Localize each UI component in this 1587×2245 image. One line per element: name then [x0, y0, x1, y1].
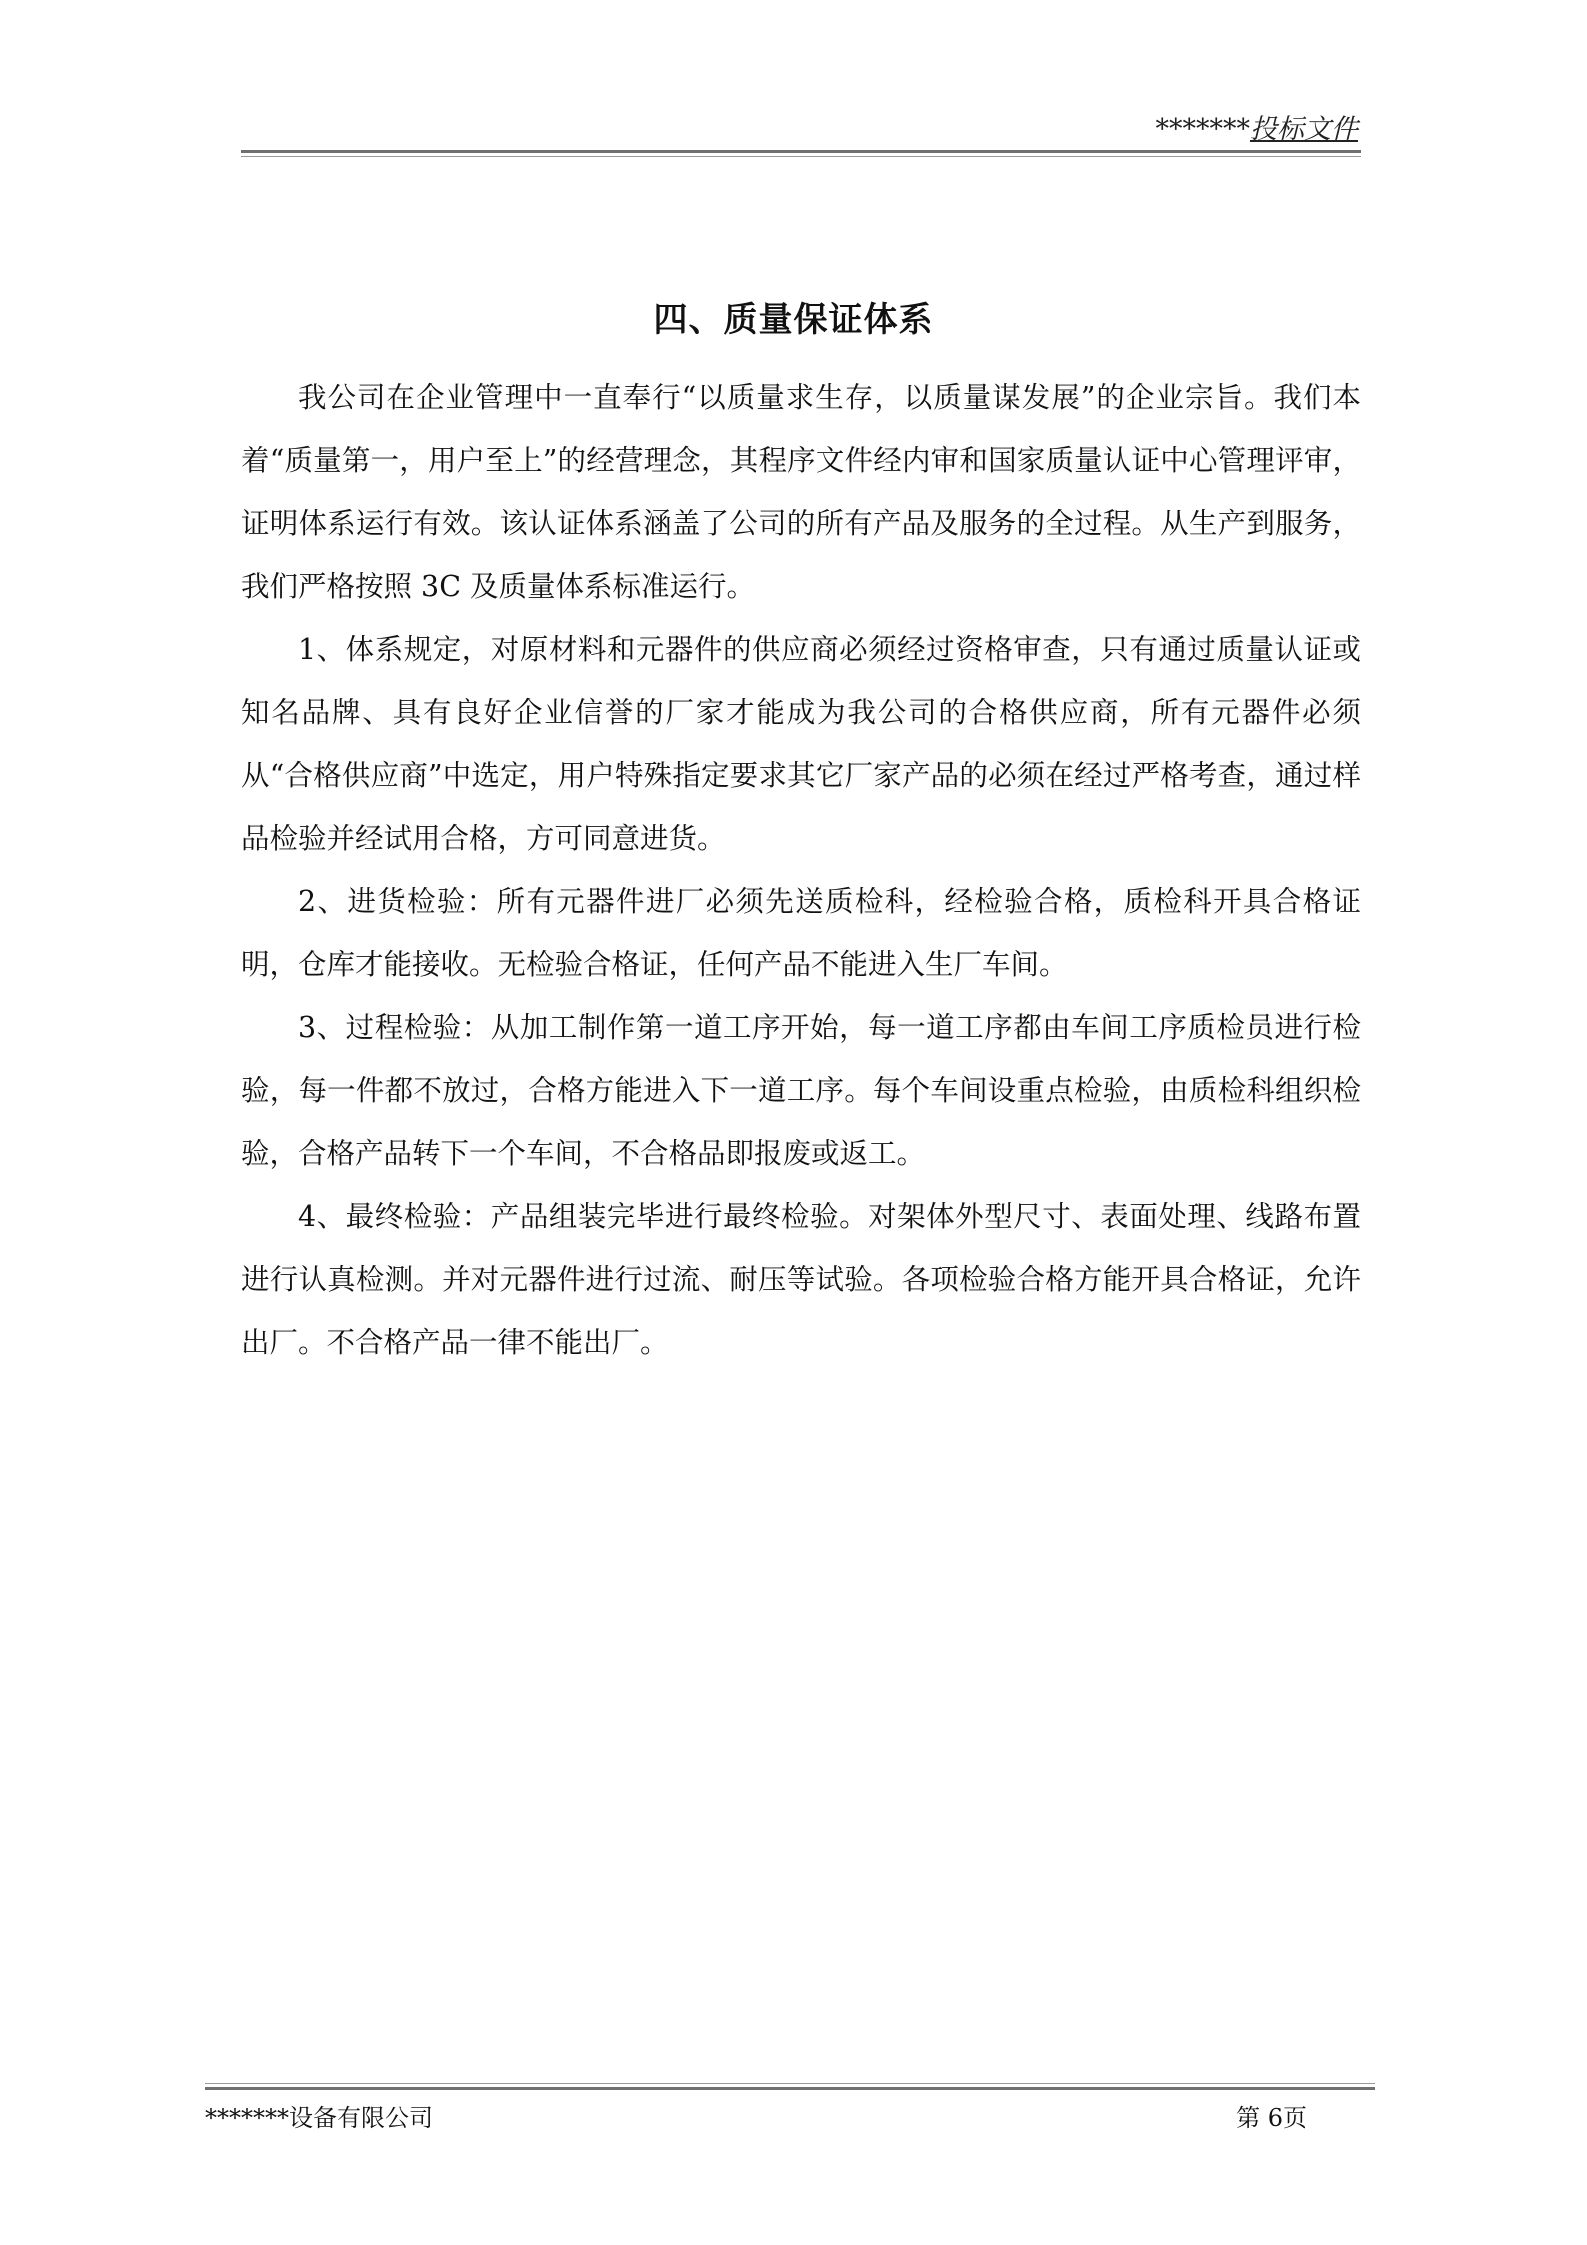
- paragraph-process-inspection: 3、过程检验：从加工制作第一道工序开始，每一道工序都由车间工序质检员进行检验，每一件都不放过，合格方能进入下一道工序。每个车间设重点检验，由质检科组织检验，合格产品转下一个车间，不合格品即报废或返工。: [241, 1011, 1361, 1170]
- paragraph-system-rules: 1、体系规定，对原材料和元器件的供应商必须经过资格审查，只有通过质量认证或知名品牌、具有良好企业信誉的厂家才能成为我公司的合格供应商，所有元器件必须从“合格供应商”中选定，用户特殊指定要求其它厂家产品的必须在经过严格考查，通过样品检验并经试用合格，方可同意进货。: [241, 633, 1361, 855]
- body-text: [241, 366, 1361, 1374]
- header-title: 投标文件: [1250, 114, 1358, 145]
- footer-company: *******设备有限公司: [205, 2104, 433, 2132]
- header-stars: *******: [1155, 114, 1250, 145]
- page-header: [1156, 114, 1359, 146]
- header-rule-thin: [241, 156, 1361, 157]
- footer-rule-thin: [205, 2083, 1375, 2084]
- paragraph-final-inspection: 4、最终检验：产品组装完毕进行最终检验。对架体外型尺寸、表面处理、线路布置进行认真检测。并对元器件进行过流、耐压等试验。各项检验合格方能开具合格证，允许出厂。不合格产品一律不能出厂。: [241, 1200, 1361, 1359]
- page-number: 第 6页: [1236, 2104, 1307, 2132]
- paragraph-intro: 我公司在企业管理中一直奉行“以质量求生存，以质量谋发展”的企业宗旨。我们本着“质量第一，用户至上”的经营理念，其程序文件经内审和国家质量认证中心管理评审，证明体系运行有效。该认证体系涵盖了公司的所有产品及服务的全过程。从生产到服务，我们严格按照 3C 及质量体系标准运行。: [241, 381, 1361, 603]
- header-rule: [241, 150, 1361, 153]
- paragraph-incoming-inspection: 2、进货检验：所有元器件进厂必须先送质检科，经检验合格，质检科开具合格证明，仓库才能接收。无检验合格证，任何产品不能进入生厂车间。: [241, 885, 1361, 981]
- footer-rule: [205, 2087, 1375, 2090]
- section-title: 四、质量保证体系: [653, 300, 934, 340]
